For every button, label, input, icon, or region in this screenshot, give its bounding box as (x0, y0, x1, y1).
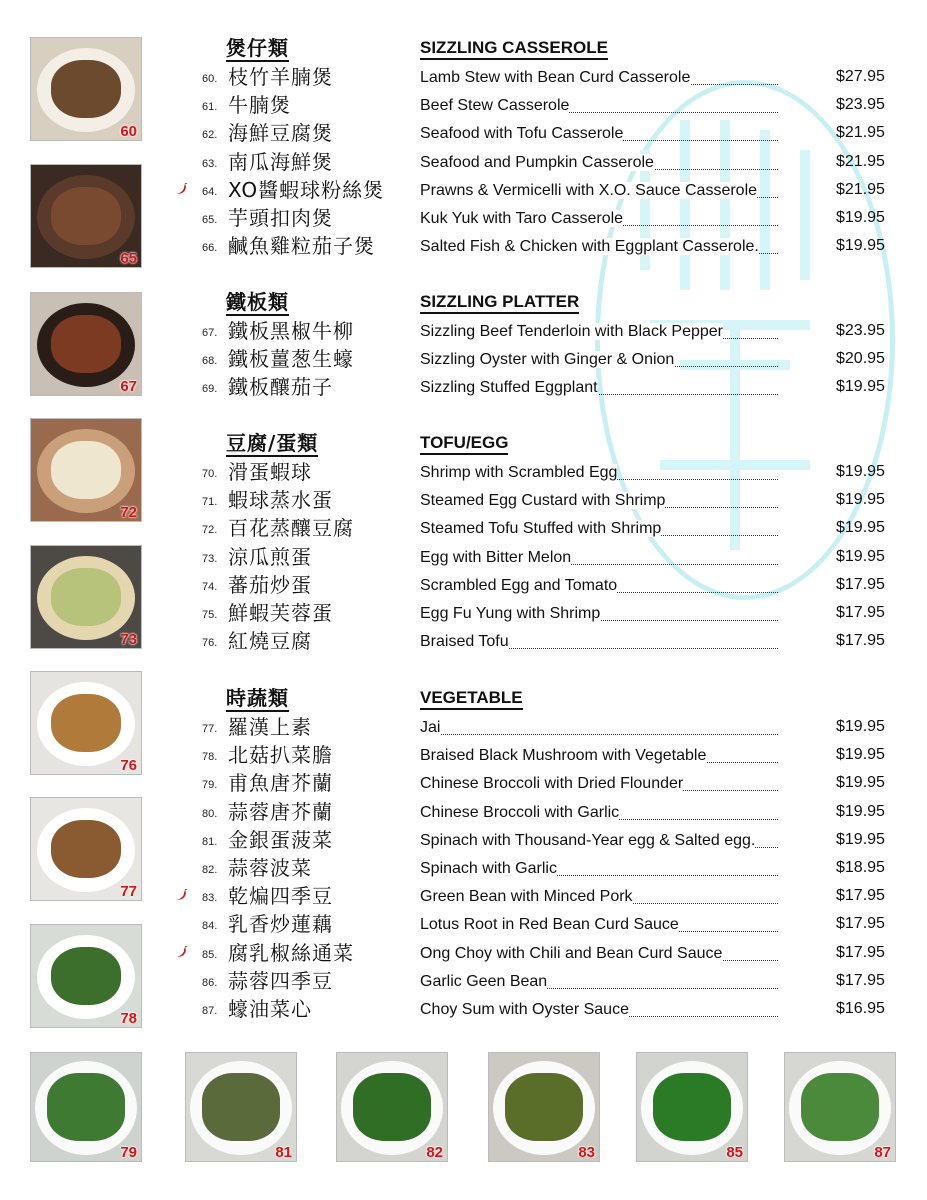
item-name-english-text: Sizzling Beef Tenderloin with Black Pepper (420, 323, 723, 340)
photo-item-number: 72 (120, 504, 137, 521)
food-shape (51, 820, 121, 878)
item-name-english-text: Sizzling Oyster with Ginger & Onion (420, 351, 675, 369)
item-number: 87. (202, 1005, 218, 1017)
item-name-english-text: Steamed Tofu Stuffed with Shrimp (420, 520, 662, 538)
item-number: 68. (202, 355, 218, 368)
item-name-english-text: Seafood and Pumpkin Casserole (420, 153, 654, 171)
jai-photo (30, 797, 142, 901)
item-name-english-text: Green Bean with Minced Pork (420, 888, 633, 906)
item-name-english (420, 152, 778, 174)
item-name-english-text: Salted Fish & Chicken with Eggplant Casserole. (420, 238, 759, 256)
bitter-melon-egg-photo (30, 545, 142, 649)
item-number: 74. (202, 580, 218, 593)
food-shape (51, 441, 121, 499)
section-title-english: TOFU/EGG (420, 433, 508, 455)
item-name-english (420, 349, 778, 371)
section-title-english: SIZZLING PLATTER (420, 292, 579, 314)
section-title-chinese: 煲仔類 (226, 36, 289, 60)
item-name-english-text: Prawns & Vermicelli with X.O. Sauce Casserole (420, 181, 758, 199)
item-price: $19.95 (836, 463, 885, 480)
item-name-english-text: Shrimp with Scrambled Egg (420, 464, 618, 481)
item-name-english-text: Steamed Egg Custard with Shrimp (420, 492, 666, 510)
item-price: $16.95 (836, 1000, 885, 1017)
item-name-chinese: 鹹魚雞粒茄子煲 (228, 234, 375, 259)
item-price: $19.95 (836, 774, 885, 792)
item-name-chinese: 鐵板黑椒牛柳 (228, 319, 354, 343)
photo-item-number: 77 (120, 883, 137, 900)
stuffed-tofu-photo (30, 418, 142, 522)
food-shape (51, 187, 121, 245)
photo-item-number: 83 (578, 1144, 595, 1161)
item-name-chinese: 蝦球蒸水蛋 (228, 488, 333, 513)
beef-tenderloin-photo (30, 292, 142, 396)
item-number: 84. (202, 920, 218, 933)
item-name-english (420, 462, 778, 484)
item-name-english-text: Ong Choy with Chili and Bean Curd Sauce (420, 944, 723, 962)
item-number: 61. (202, 101, 218, 114)
item-price: $17.95 (836, 943, 885, 961)
item-price: $19.95 (836, 237, 885, 255)
item-name-english-text: Spinach with Thousand-Year egg & Salted egg. (420, 831, 756, 849)
item-name-english-text: Lotus Root in Red Bean Curd Sauce (420, 916, 679, 934)
item-number: 64. (202, 185, 218, 198)
item-number: 69. (202, 383, 218, 396)
item-name-english-text: Spinach with Garlic (420, 860, 557, 877)
photo-item-number: 82 (426, 1144, 443, 1161)
food-shape (47, 1073, 125, 1141)
item-name-english-text: Beef Stew Casserole (420, 97, 570, 115)
item-name-english (420, 180, 778, 202)
chili-pepper-icon (176, 946, 188, 958)
item-name-chinese: 蒜蓉四季豆 (228, 968, 333, 993)
item-number: 71. (202, 496, 218, 509)
item-name-english (420, 518, 778, 540)
item-name-english (420, 208, 778, 230)
food-shape (353, 1073, 431, 1141)
item-price: $21.95 (836, 124, 885, 142)
item-name-english (420, 971, 778, 993)
food-shape (51, 947, 121, 1005)
food-shape (801, 1073, 879, 1141)
item-name-english (420, 490, 778, 512)
item-name-english (420, 886, 778, 908)
item-number: 60. (202, 73, 218, 85)
item-price: $17.95 (836, 915, 885, 933)
item-price: $19.95 (836, 547, 885, 565)
item-price: $19.95 (836, 802, 885, 820)
item-name-chinese: 鮮蝦芙蓉蛋 (228, 601, 333, 625)
chinese-broccoli-flounder-photo (30, 1052, 142, 1162)
item-name-english-text: Braised Black Mushroom with Vegetable (420, 747, 707, 765)
item-name-english (420, 802, 778, 824)
item-name-chinese: 滑蛋蝦球 (228, 460, 312, 484)
item-price: $23.95 (836, 96, 885, 114)
item-number: 79. (202, 779, 218, 792)
item-name-english-text: Kuk Yuk with Taro Casserole (420, 210, 624, 227)
item-name-english-text: Choy Sum with Oyster Sauce (420, 1001, 629, 1018)
section-title-english: VEGETABLE (420, 688, 523, 710)
item-name-english (420, 67, 778, 89)
item-price: $19.95 (836, 519, 885, 537)
item-name-english (420, 773, 778, 795)
item-price: $18.95 (836, 859, 885, 876)
food-shape (51, 694, 121, 752)
item-price: $21.95 (836, 180, 885, 198)
chili-pepper-icon (176, 889, 188, 901)
item-name-english-text: Garlic Geen Bean (420, 972, 548, 990)
item-number: 65. (202, 214, 218, 226)
food-shape (653, 1073, 731, 1141)
item-name-english (420, 631, 778, 653)
item-number: 70. (202, 468, 218, 480)
item-name-english-text: Jai (420, 719, 441, 736)
item-price: $17.95 (836, 971, 885, 989)
photo-item-number: 67 (120, 378, 137, 395)
item-number: 81. (202, 835, 218, 848)
item-name-chinese: 乾煸四季豆 (228, 884, 333, 909)
item-name-english (420, 95, 778, 117)
item-name-english-text: Chinese Broccoli with Garlic (420, 803, 620, 821)
item-number: 73. (202, 552, 218, 565)
item-name-chinese: 海鮮豆腐煲 (228, 121, 333, 146)
item-name-chinese: 鐵板釀茄子 (228, 375, 333, 400)
item-name-chinese: 蠔油菜心 (228, 997, 312, 1021)
item-name-chinese: 枝竹羊腩煲 (228, 65, 333, 89)
item-price: $17.95 (836, 632, 885, 650)
item-price: $19.95 (836, 718, 885, 735)
item-name-chinese: XO醬蝦球粉絲煲 (228, 177, 385, 202)
item-name-english (420, 999, 778, 1021)
item-name-chinese: 金銀蛋菠菜 (228, 827, 333, 852)
photo-item-number: 78 (120, 1010, 137, 1027)
item-number: 78. (202, 751, 218, 764)
item-name-chinese: 蒜蓉波菜 (228, 856, 312, 880)
item-name-english-text: Lamb Stew with Bean Curd Casserole (420, 69, 691, 86)
item-price: $19.95 (836, 830, 885, 848)
item-name-english-text: Sizzling Stuffed Eggplant (420, 379, 598, 397)
item-price: $19.95 (836, 491, 885, 509)
photo-item-number: 87 (874, 1144, 891, 1161)
item-number: 83. (202, 892, 218, 905)
item-price: $19.95 (836, 209, 885, 226)
item-name-english (420, 603, 778, 625)
food-shape (51, 568, 121, 626)
item-name-chinese: 鐵板薑葱生蠔 (228, 347, 354, 372)
item-name-english (420, 914, 778, 936)
food-shape (51, 315, 121, 373)
item-number: 85. (202, 948, 218, 961)
item-number: 75. (202, 609, 218, 621)
spinach-eggs-photo (185, 1052, 297, 1162)
item-name-english-text: Egg Fu Yung with Shrimp (420, 605, 601, 622)
item-name-english (420, 123, 778, 145)
section-title-chinese: 鐵板類 (226, 290, 289, 314)
item-name-chinese: 北菇扒菜膽 (228, 743, 333, 768)
mushroom-vegetable-photo (30, 924, 142, 1028)
item-name-chinese: 甫魚唐芥蘭 (228, 771, 333, 796)
photo-item-number: 81 (275, 1144, 292, 1161)
item-number: 77. (202, 723, 218, 735)
item-name-chinese: 腐乳椒絲通菜 (228, 940, 354, 965)
item-price: $19.95 (836, 746, 885, 764)
section-title-chinese: 豆腐/蛋類 (226, 431, 319, 455)
item-name-chinese: 百花蒸釀豆腐 (228, 516, 354, 541)
photo-item-number: 76 (120, 757, 137, 774)
ong-choy-photo (636, 1052, 748, 1162)
section-title-english: SIZZLING CASSEROLE (420, 38, 608, 60)
item-number: 62. (202, 129, 218, 142)
photo-item-number: 79 (120, 1144, 137, 1161)
dot-leader (420, 734, 778, 735)
green-bean-pork-photo (488, 1052, 600, 1162)
spinach-garlic-photo (336, 1052, 448, 1162)
kuk-yuk-photo (30, 164, 142, 268)
item-number: 86. (202, 976, 218, 989)
item-price: $17.95 (836, 575, 885, 593)
chili-pepper-icon (176, 183, 188, 195)
item-name-english-text: Chinese Broccoli with Dried Flounder (420, 775, 684, 793)
item-name-english (420, 858, 778, 880)
item-price: $17.95 (836, 887, 885, 905)
item-name-chinese: 乳香炒蓮藕 (228, 912, 333, 937)
item-name-english (420, 377, 778, 399)
item-price: $21.95 (836, 152, 885, 170)
item-name-english (420, 943, 778, 965)
photo-item-number: 73 (120, 631, 137, 648)
item-name-chinese: 南瓜海鮮煲 (228, 149, 333, 174)
food-shape (51, 60, 121, 118)
item-name-english (420, 321, 778, 343)
item-name-chinese: 蕃茄炒蛋 (228, 572, 312, 597)
item-name-english-text: Scrambled Egg and Tomato (420, 576, 618, 594)
item-name-english (420, 547, 778, 569)
choy-sum-photo (784, 1052, 896, 1162)
food-shape (505, 1073, 583, 1141)
item-price: $27.95 (836, 68, 885, 85)
item-number: 63. (202, 157, 218, 170)
photo-item-number: 60 (120, 123, 137, 140)
item-name-chinese: 蒜蓉唐芥蘭 (228, 799, 333, 824)
item-price: $17.95 (836, 604, 885, 621)
item-number: 66. (202, 242, 218, 255)
item-name-chinese: 羅漢上素 (228, 715, 312, 739)
item-price: $20.95 (836, 350, 885, 368)
item-name-english-text: Seafood with Tofu Casserole (420, 125, 624, 143)
item-number: 72. (202, 524, 218, 537)
item-number: 82. (202, 864, 218, 876)
item-price: $19.95 (836, 378, 885, 396)
section-title-chinese: 時蔬類 (226, 686, 289, 710)
braised-tofu-photo (30, 671, 142, 775)
item-number: 80. (202, 807, 218, 820)
item-price: $23.95 (836, 322, 885, 339)
item-name-english-text: Braised Tofu (420, 633, 509, 651)
item-name-english-text: Egg with Bitter Melon (420, 548, 572, 566)
item-name-chinese: 涼瓜煎蛋 (228, 544, 312, 569)
item-name-english (420, 830, 778, 852)
item-number: 67. (202, 327, 218, 339)
item-name-english (420, 717, 778, 739)
item-number: 76. (202, 637, 218, 650)
item-name-chinese: 牛腩煲 (228, 93, 291, 118)
lamb-casserole-photo (30, 37, 142, 141)
item-name-chinese: 芋頭扣肉煲 (228, 206, 333, 230)
item-name-english (420, 236, 778, 258)
item-name-chinese: 紅燒豆腐 (228, 629, 312, 654)
photo-item-number: 65 (120, 250, 137, 267)
photo-item-number: 85 (726, 1144, 743, 1161)
food-shape (202, 1073, 280, 1141)
item-name-english (420, 575, 778, 597)
item-name-english (420, 745, 778, 767)
